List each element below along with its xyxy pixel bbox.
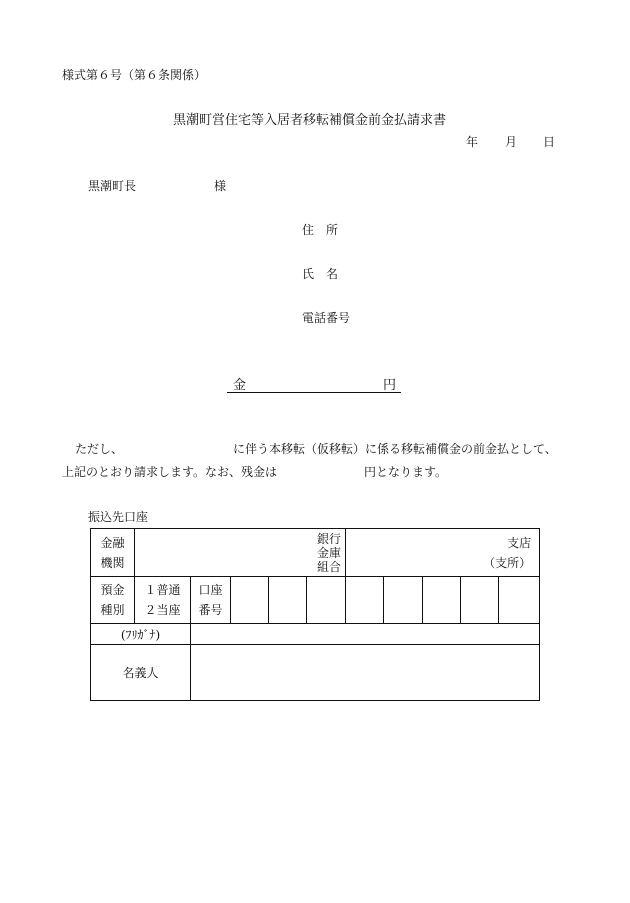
addressee-name: 黒潮町長: [88, 179, 137, 193]
account-heading: 振込先口座: [88, 510, 149, 524]
account-digit-4[interactable]: [346, 577, 384, 624]
institution-row: [91, 529, 540, 577]
body-line2-rest: 円となります。: [364, 465, 448, 479]
account-holder-field[interactable]: [191, 645, 540, 701]
date-month-label: 月: [505, 135, 518, 149]
deposit-option-ordinary[interactable]: １普通: [144, 583, 181, 597]
account-digit-2[interactable]: [269, 577, 307, 624]
deposit-option-current[interactable]: ２当座: [144, 603, 181, 617]
deposit-type-options[interactable]: [135, 577, 191, 624]
form-number: 様式第６号（第６条関係）: [62, 68, 207, 82]
account-digit-8[interactable]: [499, 577, 540, 624]
account-digit-7[interactable]: [461, 577, 499, 624]
document-title: 黒潮町営住宅等入居者移転補償金前金払請求書: [173, 113, 447, 128]
furigana-field[interactable]: [191, 624, 540, 645]
furigana-label: (ﾌﾘｶﾞﾅ): [91, 624, 191, 645]
addressee-honorific: 様: [214, 179, 227, 193]
body-line1-start: ただし、: [75, 442, 124, 456]
holder-row: [91, 645, 540, 701]
date-day-label: 日: [543, 135, 556, 149]
account-digit-3[interactable]: [307, 577, 346, 624]
account-table: [90, 528, 540, 701]
branch-suffix-alt: （支所）: [483, 555, 532, 570]
amount-suffix: 円: [383, 378, 397, 393]
body-line1-rest: に伴う本移転（仮移転）に係る移転補償金の前金払として、: [233, 442, 557, 456]
account-digit-5[interactable]: [384, 577, 423, 624]
amount-underline: [227, 392, 401, 393]
deposit-row: [91, 577, 540, 624]
account-digit-6[interactable]: [423, 577, 461, 624]
bank-type-kinko: 金庫: [317, 545, 342, 560]
account-digit-1[interactable]: [231, 577, 269, 624]
amount-prefix: 金: [233, 378, 247, 393]
deposit-type-label: 預金 種別: [91, 577, 135, 624]
branch-name-field[interactable]: [346, 529, 540, 577]
address-label: 住 所: [302, 223, 339, 237]
institution-label: 金融 機関: [91, 529, 135, 577]
bank-type-bank: 銀行: [317, 531, 342, 546]
account-number-label: 口座 番号: [191, 577, 231, 624]
body-line2-start: 上記のとおり請求します。なお、残金は: [62, 465, 278, 479]
account-holder-label: 名義人: [91, 645, 191, 701]
name-label: 氏 名: [302, 267, 339, 281]
furigana-row: [91, 624, 540, 645]
bank-type-kumiai: 組合: [317, 559, 342, 574]
phone-label: 電話番号: [302, 311, 351, 325]
date-year-label: 年: [466, 135, 479, 149]
branch-suffix: 支店: [507, 535, 532, 550]
bank-name-field[interactable]: [135, 529, 346, 577]
